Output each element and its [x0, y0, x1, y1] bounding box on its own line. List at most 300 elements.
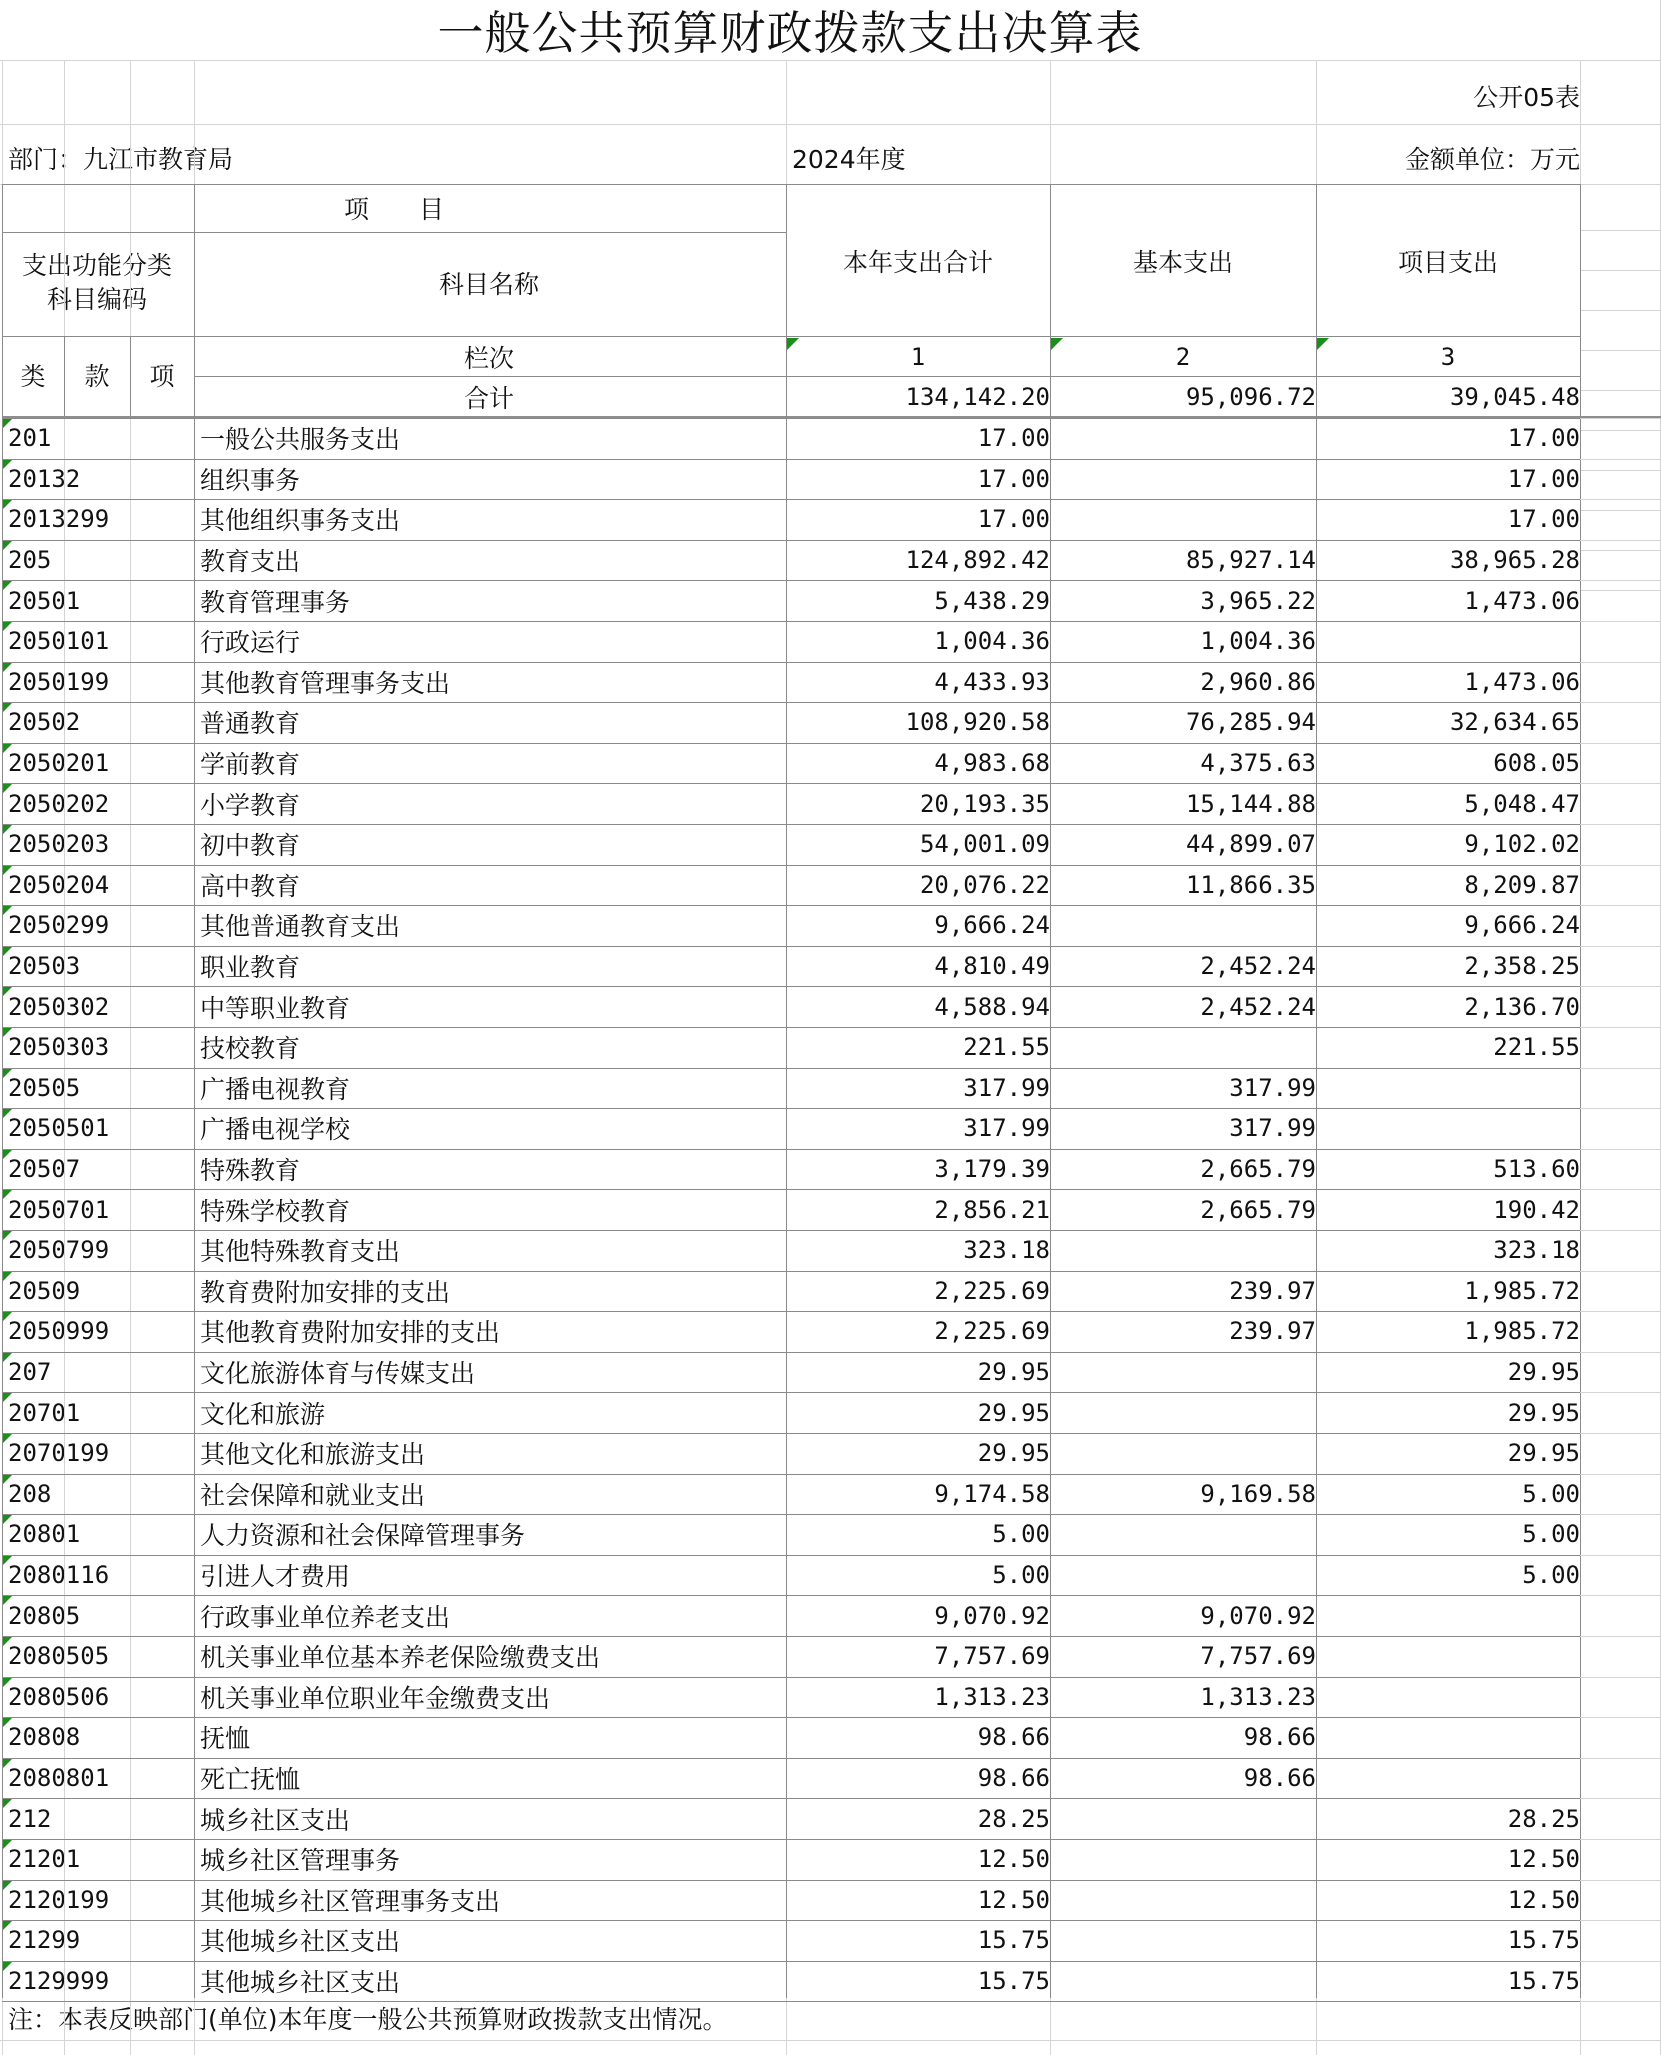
row-code: 208: [8, 1479, 52, 1508]
row-basic: 317.99: [1229, 1114, 1316, 1143]
grid-line: [2, 1758, 1580, 1759]
row-name: 其他普通教育支出: [200, 912, 401, 942]
grid-line: [2, 865, 1580, 866]
row-basic: [1050, 1514, 1330, 1555]
grid-line: [2, 1433, 1580, 1434]
cell-marker: [3, 500, 12, 509]
row-code: 20808: [8, 1723, 81, 1752]
grid-line: [2, 1392, 1580, 1393]
header-col2: 2: [1175, 343, 1191, 371]
cell-marker: [3, 1190, 12, 1199]
grid-line: [1580, 540, 1661, 541]
row-code: 212: [8, 1804, 52, 1833]
row-basic: 239.97: [1229, 1317, 1316, 1346]
row-code: 207: [8, 1358, 52, 1387]
row-name: 职业教育: [200, 953, 301, 983]
cell-marker: [3, 1962, 12, 1971]
row-code: 20501: [8, 586, 81, 615]
row-code: 205: [8, 546, 52, 575]
row-project: 17.00: [1507, 464, 1580, 493]
grid-line: [1580, 1595, 1661, 1596]
grid-line: [2, 1027, 1580, 1028]
row-code: 20805: [8, 1601, 81, 1630]
row-total: 20,076.22: [919, 870, 1050, 899]
row-project: 15.75: [1507, 1967, 1580, 1996]
row-total: 1,004.36: [934, 627, 1050, 656]
row-name: 技校教育: [200, 1034, 301, 1064]
grid-line: [2, 2001, 1580, 2002]
department-label: 部门：九江市教育局: [8, 145, 234, 174]
row-name: 广播电视教育: [200, 1074, 351, 1104]
row-basic: [1050, 1433, 1330, 1474]
row-project: 1,985.72: [1464, 1317, 1580, 1346]
cell-marker: [3, 784, 12, 793]
grid-line: [2, 1352, 1580, 1353]
grid-line: [1580, 824, 1661, 825]
row-total: 2,856.21: [934, 1195, 1050, 1224]
row-basic: 1,313.23: [1200, 1682, 1316, 1711]
grid-line: [2, 540, 1580, 541]
cell-marker: [3, 663, 12, 672]
cell-marker: [3, 1312, 12, 1321]
row-total: 20,193.35: [919, 789, 1050, 818]
row-code: 2129999: [8, 1967, 110, 1996]
row-code: 2120199: [8, 1885, 110, 1914]
row-name: 初中教育: [200, 831, 301, 861]
row-basic: 98.66: [1243, 1764, 1316, 1793]
row-name: 死亡抚恤: [200, 1765, 301, 1795]
grid-line: [2, 1880, 1580, 1881]
row-total: 323.18: [963, 1236, 1050, 1265]
cell-marker: [3, 1434, 12, 1443]
grid-line: [2, 783, 1580, 784]
row-basic: 2,452.24: [1200, 992, 1316, 1021]
row-code: 2050299: [8, 911, 110, 940]
grid-line: [2, 1920, 1580, 1921]
row-code: 2050999: [8, 1317, 110, 1346]
grid-line: [2, 946, 1580, 947]
row-code: 20503: [8, 952, 81, 981]
row-total: 317.99: [963, 1073, 1050, 1102]
row-project: 8,209.87: [1464, 870, 1580, 899]
grid-line: [1580, 1189, 1661, 1190]
row-project: 1,985.72: [1464, 1276, 1580, 1305]
row-basic: 2,665.79: [1200, 1195, 1316, 1224]
total-sum: 134,142.20: [905, 383, 1050, 411]
row-code: 2050202: [8, 789, 110, 818]
grid-line: [1050, 184, 1051, 1998]
row-project: [1316, 1717, 1594, 1758]
table-note: 注：本表反映部门(单位)本年度一般公共预算财政拨款支出情况。: [8, 2005, 728, 2034]
row-basic: 7,757.69: [1200, 1642, 1316, 1671]
grid-line: [194, 376, 1580, 377]
row-total: 98.66: [977, 1764, 1050, 1793]
cell-marker: [3, 1840, 12, 1849]
row-name: 城乡社区管理事务: [200, 1846, 401, 1876]
row-project: 1,473.06: [1464, 667, 1580, 696]
year-label: 2024年度: [792, 145, 906, 174]
header-xiang: 项: [149, 362, 175, 391]
row-total: 5.00: [992, 1520, 1050, 1549]
grid-line: [0, 124, 1661, 125]
row-project: 29.95: [1507, 1358, 1580, 1387]
grid-line: [1580, 1880, 1661, 1881]
row-total: 29.95: [977, 1439, 1050, 1468]
cell-marker: [3, 703, 12, 712]
grid-line: [2, 1108, 1580, 1109]
row-name: 其他城乡社区支出: [200, 1927, 401, 1957]
row-name: 机关事业单位基本养老保险缴费支出: [200, 1643, 601, 1673]
grid-line: [1580, 702, 1661, 703]
row-total: 4,433.93: [934, 667, 1050, 696]
grid-line: [1580, 1839, 1661, 1840]
cell-marker: [1051, 338, 1063, 350]
grid-line: [2, 184, 3, 1998]
row-name: 其他教育管理事务支出: [200, 668, 451, 698]
grid-line: [1580, 310, 1661, 311]
row-project: [1316, 1108, 1594, 1149]
grid-line: [1580, 2001, 1661, 2002]
row-basic: [1050, 1798, 1330, 1839]
row-basic: [1050, 499, 1330, 540]
page-title: 一般公共预算财政拨款支出决算表: [437, 6, 1143, 60]
grid-line: [1580, 1230, 1661, 1231]
row-project: 2,136.70: [1464, 992, 1580, 1021]
row-project: 38,965.28: [1449, 546, 1580, 575]
row-project: 513.60: [1493, 1155, 1580, 1184]
header-project-label: 项目支出: [1397, 248, 1498, 277]
row-name: 人力资源和社会保障管理事务: [200, 1521, 526, 1551]
grid-line: [1580, 1108, 1661, 1109]
row-name: 其他教育费附加安排的支出: [200, 1318, 501, 1348]
row-code: 21201: [8, 1845, 81, 1874]
grid-line: [1580, 510, 1661, 511]
grid-line: [2, 1311, 1580, 1312]
row-code: 2050799: [8, 1236, 110, 1265]
row-basic: 1,004.36: [1200, 627, 1316, 656]
row-total: 5,438.29: [934, 586, 1050, 615]
row-basic: [1050, 1880, 1330, 1921]
grid-line: [2, 1068, 1580, 1069]
grid-line: [1580, 1636, 1661, 1637]
cell-marker: [3, 622, 12, 631]
row-project: 17.00: [1507, 424, 1580, 453]
grid-line: [1580, 580, 1661, 581]
cell-marker: [3, 1921, 12, 1930]
grid-line: [2, 459, 1580, 460]
grid-line: [2, 662, 1580, 663]
grid-line: [1580, 865, 1661, 866]
row-name: 其他城乡社区支出: [200, 1968, 401, 1998]
row-name: 中等职业教育: [200, 993, 351, 1023]
total-basic: 95,096.72: [1185, 383, 1316, 411]
grid-line: [2, 499, 1580, 500]
row-project: 5.00: [1522, 1479, 1580, 1508]
row-total: 15.75: [977, 1967, 1050, 1996]
row-basic: 15,144.88: [1185, 789, 1316, 818]
row-project: 28.25: [1507, 1804, 1580, 1833]
grid-line: [1580, 1555, 1661, 1556]
grid-line: [2, 1798, 1580, 1799]
row-basic: [1050, 1555, 1330, 1596]
header-code-label: 支出功能分类科目编码: [21, 251, 172, 314]
row-name: 引进人才费用: [200, 1562, 351, 1592]
row-project: 29.95: [1507, 1398, 1580, 1427]
grid-line: [1580, 1798, 1661, 1799]
header-lanci: 栏次: [463, 344, 514, 373]
row-project: 17.00: [1507, 505, 1580, 534]
cell-marker: [3, 419, 12, 428]
row-code: 20509: [8, 1276, 81, 1305]
row-name: 行政事业单位养老支出: [200, 1602, 451, 1632]
grid-line: [1580, 430, 1661, 431]
row-project: 5.00: [1522, 1561, 1580, 1590]
row-total: 108,920.58: [905, 708, 1050, 737]
row-code: 2080506: [8, 1682, 110, 1711]
row-basic: 4,375.63: [1200, 749, 1316, 778]
row-code: 201: [8, 424, 52, 453]
grid-line: [2, 1636, 1580, 1637]
row-basic: [1050, 905, 1330, 946]
row-total: 9,174.58: [934, 1479, 1050, 1508]
grid-line: [2, 702, 1580, 703]
grid-line: [0, 60, 1661, 61]
row-project: 9,666.24: [1464, 911, 1580, 940]
row-name: 文化旅游体育与传媒支出: [200, 1359, 476, 1389]
row-basic: 317.99: [1229, 1073, 1316, 1102]
row-basic: 9,070.92: [1200, 1601, 1316, 1630]
grid-line: [1580, 946, 1661, 947]
row-total: 12.50: [977, 1845, 1050, 1874]
total-project: 39,045.48: [1449, 383, 1580, 411]
grid-line: [1580, 184, 1581, 1998]
grid-line: [2, 1677, 1580, 1678]
row-code: 2050101: [8, 627, 110, 656]
row-project: 15.75: [1507, 1926, 1580, 1955]
row-name: 广播电视学校: [200, 1115, 351, 1145]
cell-marker: [3, 1799, 12, 1808]
grid-line: [2, 1961, 1580, 1962]
row-project: 221.55: [1493, 1033, 1580, 1062]
grid-line: [1580, 1271, 1661, 1272]
grid-line: [2, 232, 786, 233]
row-code: 2050204: [8, 870, 110, 899]
grid-line: [1580, 499, 1661, 500]
cell-marker: [3, 1881, 12, 1890]
grid-line: [2, 418, 1580, 419]
row-basic: 2,665.79: [1200, 1155, 1316, 1184]
row-basic: [1050, 1230, 1330, 1271]
row-total: 4,810.49: [934, 952, 1050, 981]
cell-marker: [3, 744, 12, 753]
row-basic: 2,452.24: [1200, 952, 1316, 981]
row-total: 1,313.23: [934, 1682, 1050, 1711]
cell-marker: [3, 947, 12, 956]
cell-marker: [3, 1637, 12, 1646]
row-basic: 2,960.86: [1200, 667, 1316, 696]
row-name: 一般公共服务支出: [200, 425, 401, 455]
row-code: 2080116: [8, 1561, 110, 1590]
row-basic: [1050, 1392, 1330, 1433]
grid-line: [2, 184, 1580, 185]
row-basic: 11,866.35: [1185, 870, 1316, 899]
grid-line: [1580, 1311, 1661, 1312]
cell-marker: [3, 581, 12, 590]
row-project: [1316, 1068, 1594, 1109]
row-name: 组织事务: [200, 465, 301, 495]
row-project: [1316, 1758, 1594, 1799]
header-basic-label: 基本支出: [1132, 248, 1233, 277]
grid-line: [2, 1189, 1580, 1190]
grid-line: [1580, 1392, 1661, 1393]
grid-line: [2, 1271, 1580, 1272]
grid-line: [1580, 1433, 1661, 1434]
row-code: 2050203: [8, 830, 110, 859]
row-basic: [1050, 1961, 1330, 2002]
grid-line: [2, 1514, 1580, 1515]
grid-line: [1580, 783, 1661, 784]
cell-marker: [3, 1596, 12, 1605]
grid-line: [2, 986, 1580, 987]
grid-line: [1580, 470, 1661, 471]
row-project: 5.00: [1522, 1520, 1580, 1549]
row-total: 17.00: [977, 505, 1050, 534]
grid-line: [1580, 1920, 1661, 1921]
row-name: 教育费附加安排的支出: [200, 1277, 451, 1307]
row-code: 2050303: [8, 1033, 110, 1062]
table-number: 公开05表: [1473, 83, 1580, 112]
row-project: 12.50: [1507, 1845, 1580, 1874]
grid-line: [1580, 270, 1661, 271]
unit-label: 金额单位：万元: [1404, 145, 1580, 174]
row-code: 2050501: [8, 1114, 110, 1143]
grid-line: [1580, 1717, 1661, 1718]
row-basic: 98.66: [1243, 1723, 1316, 1752]
row-total: 17.00: [977, 424, 1050, 453]
row-project: [1316, 1677, 1594, 1718]
grid-line: [1580, 390, 1661, 391]
row-basic: [1050, 1027, 1330, 1068]
grid-line: [2, 336, 1580, 337]
row-total: 17.00: [977, 464, 1050, 493]
row-project: 1,473.06: [1464, 586, 1580, 615]
row-project: 5,048.47: [1464, 789, 1580, 818]
row-total: 7,757.69: [934, 1642, 1050, 1671]
grid-line: [64, 336, 65, 416]
row-code: 2013299: [8, 505, 110, 534]
row-project: 9,102.02: [1464, 830, 1580, 859]
grid-line: [1580, 1758, 1661, 1759]
grid-line: [2, 1595, 1580, 1596]
cell-marker: [3, 1353, 12, 1362]
row-total: 54,001.09: [919, 830, 1050, 859]
row-name: 社会保障和就业支出: [200, 1480, 426, 1510]
grid-line: [1580, 1474, 1661, 1475]
row-basic: 3,965.22: [1200, 586, 1316, 615]
grid-line: [1316, 184, 1317, 1998]
row-project: 12.50: [1507, 1885, 1580, 1914]
grid-line: [2, 621, 1580, 622]
grid-line: [1580, 986, 1661, 987]
grid-line: [1580, 230, 1661, 231]
row-basic: 9,169.58: [1200, 1479, 1316, 1508]
row-code: 20507: [8, 1155, 81, 1184]
grid-line: [2, 1230, 1580, 1231]
grid-line: [1580, 1514, 1661, 1515]
row-name: 教育支出: [200, 547, 301, 577]
row-code: 2080801: [8, 1764, 110, 1793]
row-total: 29.95: [977, 1398, 1050, 1427]
row-name: 行政运行: [200, 628, 301, 658]
row-name: 特殊学校教育: [200, 1196, 351, 1226]
cell-marker: [3, 1759, 12, 1768]
cell-marker: [3, 825, 12, 834]
grid-line: [1580, 1352, 1661, 1353]
grid-line: [1580, 350, 1661, 351]
row-code: 2070199: [8, 1439, 110, 1468]
cell-marker: [3, 1393, 12, 1402]
row-basic: [1050, 1920, 1330, 1961]
cell-marker: [3, 1515, 12, 1524]
grid-line: [1580, 905, 1661, 906]
grid-line: [130, 336, 131, 416]
grid-line: [2, 824, 1580, 825]
cell-marker: [3, 1678, 12, 1687]
grid-line: [1580, 418, 1661, 419]
row-code: 2050201: [8, 749, 110, 778]
grid-line: [1580, 621, 1661, 622]
grid-line: [786, 184, 787, 1998]
row-basic: [1050, 418, 1330, 459]
row-basic: 44,899.07: [1185, 830, 1316, 859]
cell-marker: [3, 1231, 12, 1240]
row-name: 小学教育: [200, 790, 301, 820]
row-code: 2050199: [8, 667, 110, 696]
row-project: [1316, 1636, 1594, 1677]
row-name: 城乡社区支出: [200, 1805, 351, 1835]
row-basic: [1050, 1352, 1330, 1393]
row-total: 5.00: [992, 1561, 1050, 1590]
header-kuan: 款: [84, 362, 110, 391]
cell-marker: [3, 1069, 12, 1078]
row-basic: 85,927.14: [1185, 546, 1316, 575]
row-project: [1316, 621, 1594, 662]
row-total: 29.95: [977, 1358, 1050, 1387]
row-code: 2050701: [8, 1195, 110, 1224]
grid-line: [2, 905, 1580, 906]
row-project: 32,634.65: [1449, 708, 1580, 737]
row-code: 20505: [8, 1073, 81, 1102]
header-total-label: 本年支出合计: [842, 248, 993, 277]
cell-marker: [3, 1556, 12, 1565]
cell-marker: [3, 1028, 12, 1037]
row-project: 2,358.25: [1464, 952, 1580, 981]
cell-marker: [3, 866, 12, 875]
grid-line: [1580, 1068, 1661, 1069]
row-project: 190.42: [1493, 1195, 1580, 1224]
row-basic: [1050, 459, 1330, 500]
grid-line: [0, 2040, 1661, 2041]
row-name: 普通教育: [200, 709, 301, 739]
row-total: 3,179.39: [934, 1155, 1050, 1184]
cell-marker: [3, 541, 12, 550]
cell-marker: [787, 338, 799, 350]
row-name: 其他组织事务支出: [200, 506, 401, 536]
grid-line: [2, 1474, 1580, 1475]
cell-marker: [3, 1150, 12, 1159]
row-name: 其他特殊教育支出: [200, 1237, 401, 1267]
cell-marker: [3, 1272, 12, 1281]
